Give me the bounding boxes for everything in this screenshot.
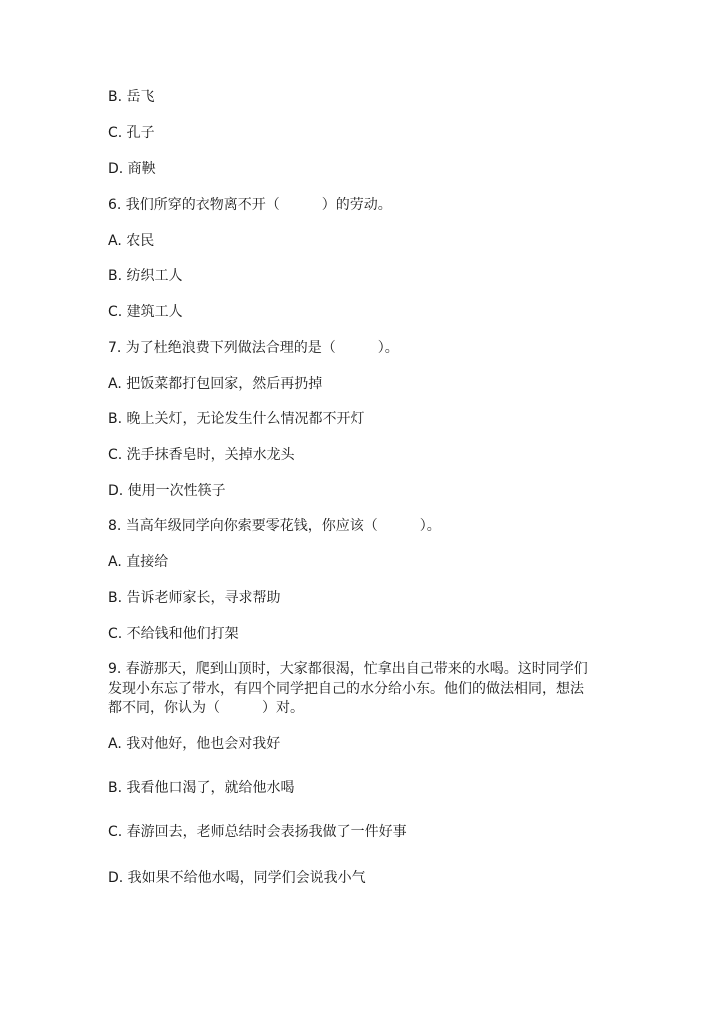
question-9-line-2: 发现小东忘了带水，有四个同学把自己的水分给小东。他们的做法相同，想法 (108, 681, 584, 697)
q6-option-b: B. 纺织工人 (108, 268, 183, 284)
q7-option-c: C. 洗手抹香皂时，关掉水龙头 (108, 447, 295, 463)
q7-option-b: B. 晚上关灯，无论发生什么情况都不开灯 (108, 411, 365, 427)
q6-option-a: A. 农民 (108, 233, 155, 249)
q9-option-c: C. 春游回去，老师总结时会表扬我做了一件好事 (108, 824, 407, 840)
option-c-kongzi: C. 孔子 (108, 125, 155, 141)
q7-option-a: A. 把饭菜都打包回家，然后再扔掉 (108, 376, 323, 392)
q7-option-d: D. 使用一次性筷子 (108, 483, 226, 499)
q8-option-a: A. 直接给 (108, 554, 169, 570)
question-9-line-1: 9. 春游那天，爬到山顶时，大家都很渴，忙拿出自己带来的水喝。这时同学们 (108, 661, 588, 677)
option-d-shangyang: D. 商鞅 (108, 161, 156, 177)
q8-option-c: C. 不给钱和他们打架 (108, 626, 239, 642)
q9-option-d: D. 我如果不给他水喝，同学们会说我小气 (108, 870, 366, 886)
q6-option-c: C. 建筑工人 (108, 304, 183, 320)
question-6: 6. 我们所穿的衣物离不开（ ）的劳动。 (108, 197, 392, 213)
q9-option-a: A. 我对他好，他也会对我好 (108, 736, 281, 752)
q8-option-b: B. 告诉老师家长，寻求帮助 (108, 590, 281, 606)
question-9-line-3: 都不同，你认为（ ）对。 (108, 700, 304, 716)
q9-option-b: B. 我看他口渴了，就给他水喝 (108, 780, 295, 796)
question-8: 8. 当高年级同学向你索要零花钱，你应该（ ）。 (108, 518, 441, 534)
question-7: 7. 为了杜绝浪费下列做法合理的是（ ）。 (108, 340, 399, 356)
option-b-yuefei: B. 岳飞 (108, 89, 155, 105)
